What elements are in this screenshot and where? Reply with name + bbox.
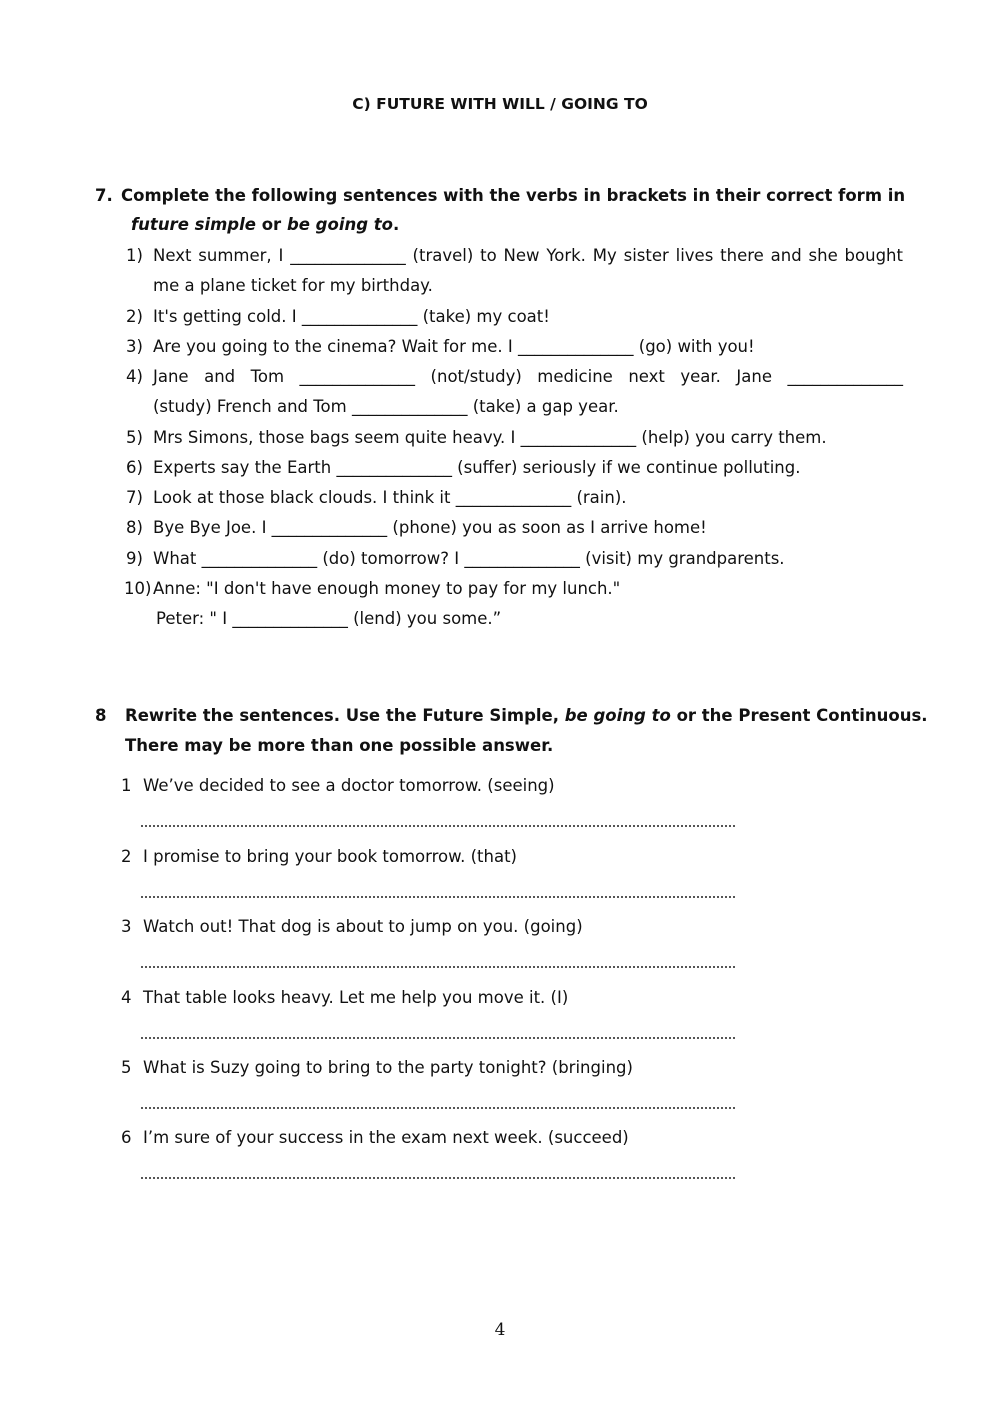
item-text: What ______________ (do) tomorrow? I ______________ (visit) my grandparents. bbox=[153, 549, 785, 568]
item-text: It's getting cold. I ______________ (take) my coat! bbox=[153, 307, 550, 326]
exercise-7-instruction-line-1: Complete the following sentences with the verbs in brackets in their correct form in bbox=[121, 186, 906, 205]
item-text: Peter: " I ______________ (lend) you some.” bbox=[156, 609, 502, 628]
instruction-or: or bbox=[255, 215, 287, 234]
item-number: 8) bbox=[126, 518, 143, 537]
item-number: 3 bbox=[121, 917, 132, 936]
item-text: (study) French and Tom ______________ (take) a gap year. bbox=[153, 397, 619, 416]
item-number: 4) bbox=[126, 367, 143, 386]
answer-line[interactable] bbox=[141, 1177, 735, 1179]
instruction-emphasis-be-going-to: be going to bbox=[564, 706, 671, 725]
item-number: 1 bbox=[121, 776, 132, 795]
item-text: What is Suzy going to bring to the party tonight? (bringing) bbox=[143, 1058, 633, 1077]
instruction-emphasis-be-going-to: be going to bbox=[286, 215, 394, 234]
answer-line[interactable] bbox=[141, 1107, 735, 1109]
instruction-part-b: or the Present Continuous. bbox=[670, 706, 928, 725]
item-text: Mrs Simons, those bags seem quite heavy. I ______________ (help) you carry them. bbox=[153, 428, 827, 447]
item-text: Are you going to the cinema? Wait for me. I ______________ (go) with you! bbox=[153, 337, 755, 356]
answer-line[interactable] bbox=[141, 896, 735, 898]
exercise-7-instruction-line-2 bbox=[131, 215, 399, 235]
item-number: 5 bbox=[121, 1058, 132, 1077]
item-number: 2) bbox=[126, 307, 143, 326]
instruction-part-a: Rewrite the sentences. Use the Future Simple, bbox=[125, 706, 565, 725]
item-number: 10) bbox=[124, 579, 152, 598]
exercise-7-number: 7. bbox=[95, 186, 113, 205]
item-text: Experts say the Earth ______________ (suffer) seriously if we continue polluting. bbox=[153, 458, 801, 477]
item-number: 3) bbox=[126, 337, 143, 356]
page-title: C) FUTURE WITH WILL / GOING TO bbox=[352, 95, 648, 113]
answer-line[interactable] bbox=[141, 1037, 735, 1039]
item-text: Next summer, I ______________ (travel) to New York. My sister lives there and she bought bbox=[153, 246, 903, 265]
item-text: Watch out! That dog is about to jump on you. (going) bbox=[143, 917, 583, 936]
item-text: Bye Bye Joe. I ______________ (phone) you as soon as I arrive home! bbox=[153, 518, 707, 537]
item-text: Look at those black clouds. I think it ______________ (rain). bbox=[153, 488, 627, 507]
item-text: me a plane ticket for my birthday. bbox=[153, 276, 433, 295]
item-number: 2 bbox=[121, 847, 132, 866]
page-number: 4 bbox=[494, 1320, 506, 1340]
item-number: 1) bbox=[126, 246, 143, 265]
item-text: That table looks heavy. Let me help you move it. (I) bbox=[143, 988, 569, 1007]
item-number: 4 bbox=[121, 988, 132, 1007]
item-number: 5) bbox=[126, 428, 143, 447]
item-text: We’ve decided to see a doctor tomorrow. (seeing) bbox=[143, 776, 555, 795]
item-text: I’m sure of your success in the exam next week. (succeed) bbox=[143, 1128, 629, 1147]
answer-line[interactable] bbox=[141, 825, 735, 827]
answer-line[interactable] bbox=[141, 966, 735, 968]
item-text: Anne: "I don't have enough money to pay for my lunch." bbox=[153, 579, 621, 598]
item-number: 7) bbox=[126, 488, 143, 507]
item-number: 6) bbox=[126, 458, 143, 477]
exercise-8-instruction-line-1 bbox=[125, 706, 928, 726]
item-number: 6 bbox=[121, 1128, 132, 1147]
exercise-8-number: 8 bbox=[95, 706, 107, 725]
exercise-8-instruction-line-2: There may be more than one possible answer. bbox=[125, 736, 554, 755]
instruction-period: . bbox=[393, 215, 400, 234]
item-number: 9) bbox=[126, 549, 143, 568]
item-text: I promise to bring your book tomorrow. (that) bbox=[143, 847, 517, 866]
item-text: Jane and Tom ______________ (not/study) medicine next year. Jane ______________ bbox=[153, 367, 903, 386]
instruction-emphasis-future-simple: future simple bbox=[131, 215, 256, 234]
